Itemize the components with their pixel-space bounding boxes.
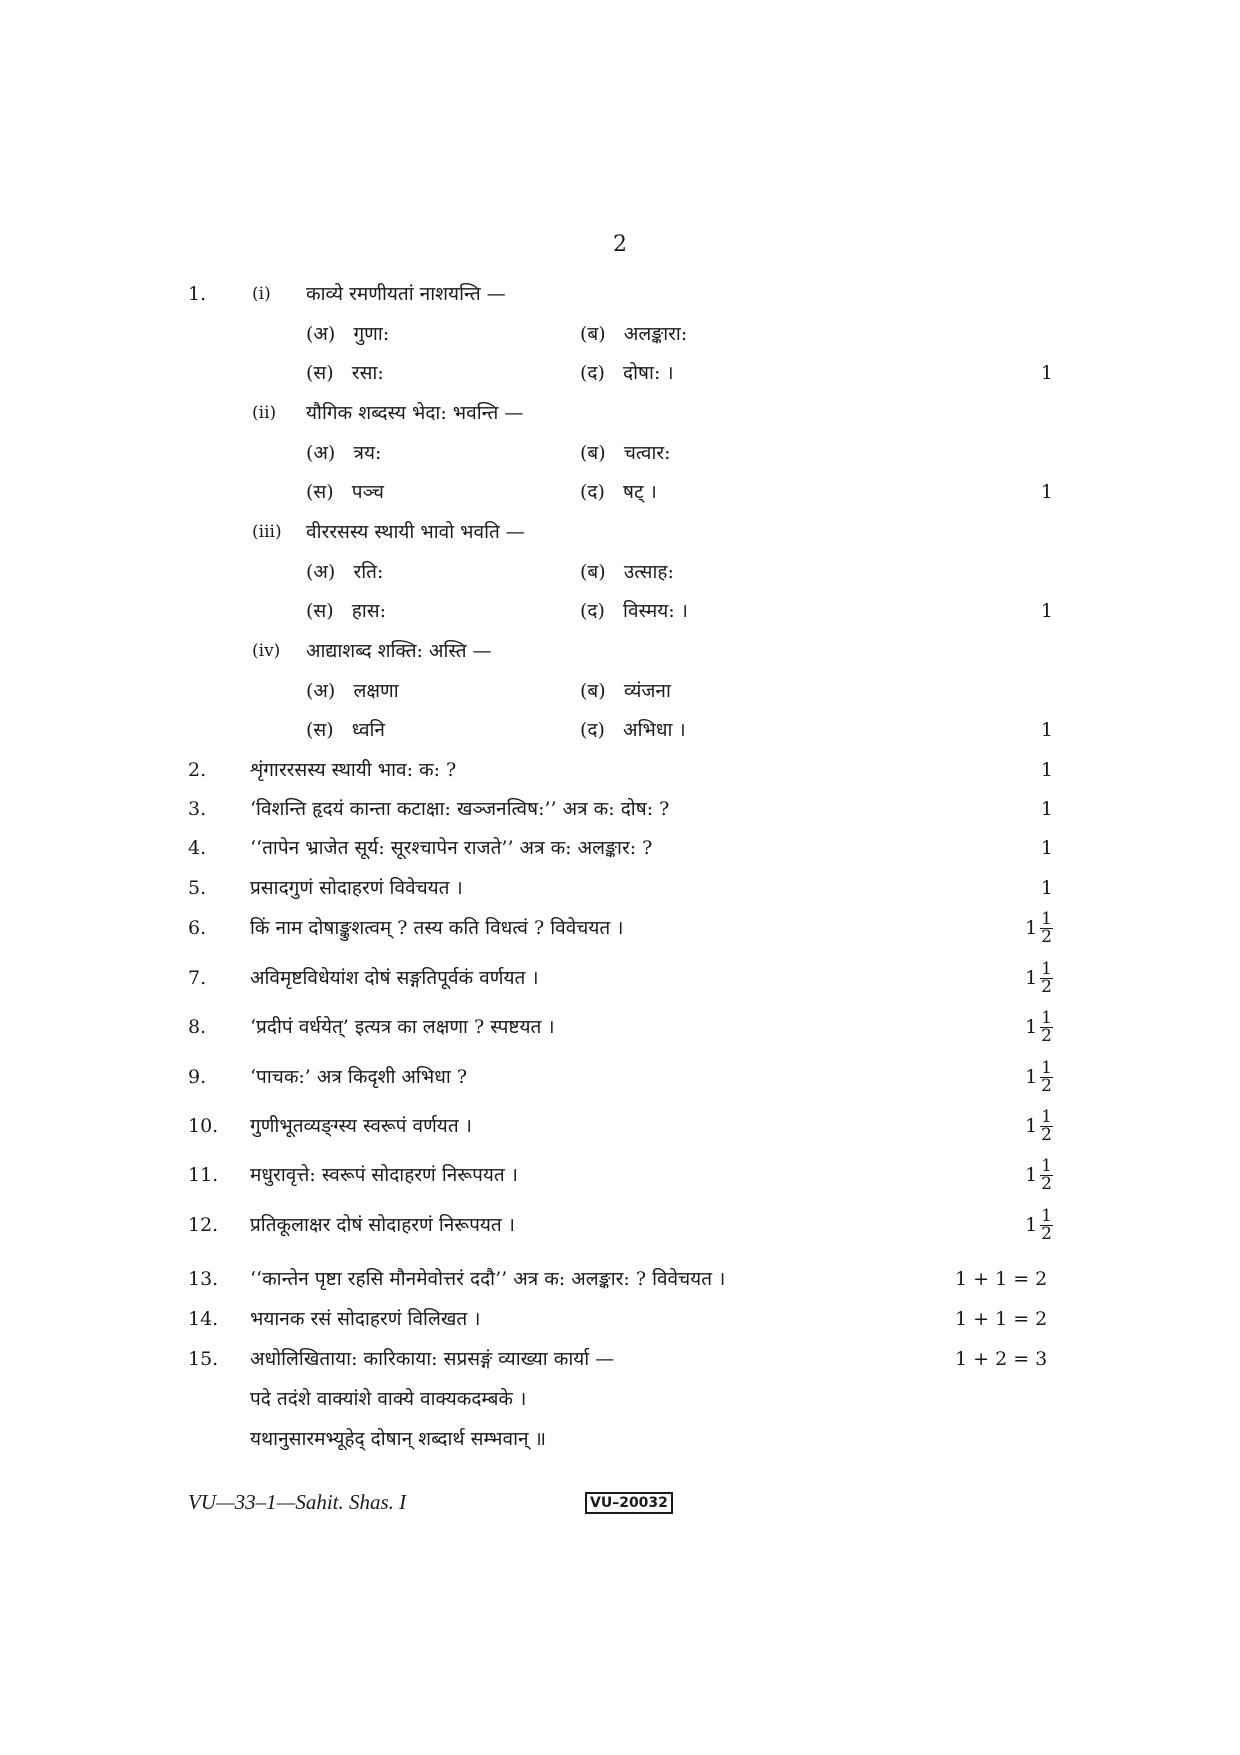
question-text: प्रतिकूलाक्षर दोषं सोदाहरणं निरूपयत ।: [250, 1214, 515, 1236]
question-row: [0, 1057, 1240, 1096]
marks: 1 $\frac{1}{2}$: [1025, 1106, 1052, 1145]
marks: 1: [1040, 600, 1053, 622]
option-b: (ब) व्यंजना: [580, 680, 671, 702]
question-text: अधोलिखिताया: कारिकाया: सप्रसङ्गं व्याख्या कार्या —: [250, 1348, 615, 1370]
question-text: प्रसादगुणं सोदाहरणं विवेचयत ।: [250, 877, 463, 899]
option-b: (ब) चत्वार:: [580, 442, 671, 464]
q1-part-i: [0, 277, 1240, 311]
q1-part-ii: [0, 396, 1240, 430]
sub-question-text: काव्ये रमणीयतां नाशयन्ति —: [306, 283, 506, 305]
option-b: (ब) अलङ्कारा:: [580, 323, 688, 345]
options-row: [0, 674, 1240, 708]
question-row: [0, 958, 1240, 997]
question-text: गुणीभूतव्यङ्ग्स्य स्वरूपं वर्णयत ।: [250, 1115, 472, 1137]
option-a: (अ) गुणा:: [306, 323, 390, 345]
marks: 1: [1040, 759, 1053, 781]
question-number: 10.: [188, 1115, 219, 1137]
option-d: (द) अभिधा ।: [580, 719, 686, 741]
question-row: [0, 1007, 1240, 1046]
question-number: 13.: [188, 1268, 219, 1290]
option-d: (द) दोषा: ।: [580, 362, 674, 384]
question-text: ‘‘कान्तेन पृष्टा रहसि मौनमेवोत्तरं ददौ’’ अत्र क: अलङ्कार: ? विवेचयत ।: [250, 1268, 726, 1290]
options-row: [0, 436, 1240, 470]
sub-label: (iv): [252, 641, 281, 661]
option-c: (स) रसा:: [306, 362, 384, 384]
question-row: [0, 908, 1240, 947]
option-c: (स) पञ्च: [306, 481, 384, 503]
question-row: [0, 1205, 1240, 1244]
marks: 1: [1040, 877, 1053, 899]
question-text: ‘प्रदीपं वर्धयेत्’ इत्यत्र का लक्षणा ? स्पष्टयत ।: [250, 1016, 555, 1038]
option-c: (स) हास:: [306, 600, 387, 622]
question-number: 4.: [188, 837, 207, 859]
question-number: 11.: [188, 1164, 219, 1186]
marks: 1 $\frac{1}{2}$: [1025, 1205, 1052, 1244]
options-row: [0, 475, 1240, 509]
marks: 1: [1040, 719, 1053, 741]
option-c: (स) ध्वनि: [306, 719, 385, 741]
question-number: 3.: [188, 798, 207, 820]
paper-code: VU—33–1—Sahit. Shas. I: [188, 1490, 407, 1514]
sub-question-text: यौगिक शब्दस्य भेदा: भवन्ति —: [306, 402, 524, 424]
question-row: [0, 792, 1240, 826]
option-d: (द) विस्मय: ।: [580, 600, 688, 622]
verse-text: पदे तदंशे वाक्यांशे वाक्ये वाक्यकदम्बके ।: [250, 1388, 527, 1410]
marks: 1 $\frac{1}{2}$: [1025, 1057, 1052, 1096]
question-row: [0, 1106, 1240, 1145]
page-number: 2: [613, 232, 627, 257]
options-row: [0, 317, 1240, 351]
q1-part-iii: [0, 515, 1240, 549]
question-number: 12.: [188, 1214, 219, 1236]
marks: 1 + 2 = 3: [955, 1348, 1048, 1370]
marks: 1: [1040, 798, 1053, 820]
options-row: [0, 555, 1240, 589]
question-text: ‘पाचक:’ अत्र किदृशी अभिधा ?: [250, 1066, 468, 1088]
marks: 1: [1040, 362, 1053, 384]
question-row: [0, 1155, 1240, 1194]
question-number: 6.: [188, 917, 207, 939]
question-row: [0, 1342, 1240, 1376]
options-row: [0, 713, 1240, 747]
question-text: भयानक रसं सोदाहरणं विलिखत ।: [250, 1308, 481, 1330]
question-number: 15.: [188, 1348, 219, 1370]
marks: 1 $\frac{1}{2}$: [1025, 958, 1052, 997]
marks: 1 + 1 = 2: [955, 1268, 1048, 1290]
question-number: 14.: [188, 1308, 219, 1330]
option-b: (ब) उत्साह:: [580, 561, 674, 583]
sub-label: (iii): [252, 522, 282, 542]
sub-question-text: वीररसस्य स्थायी भावो भवति —: [306, 521, 525, 543]
verse-text: यथानुसारमभ्यूहेद् दोषान् शब्दार्थ सम्भवान् ॥: [250, 1428, 546, 1450]
question-number: 8.: [188, 1016, 207, 1038]
marks: 1: [1040, 837, 1053, 859]
marks: 1 $\frac{1}{2}$: [1025, 1007, 1052, 1046]
question-number: 7.: [188, 967, 207, 989]
question-text: शृंगाररसस्य स्थायी भाव: क: ?: [250, 759, 457, 781]
question-text: ‘विशन्ति हृदयं कान्ता कटाक्षा: खञ्जनत्विष:’’ अत्र क: दोष: ?: [250, 798, 670, 820]
question-row: [0, 831, 1240, 865]
options-row: [0, 594, 1240, 628]
marks: 1 + 1 = 2: [955, 1308, 1048, 1330]
question-number: 9.: [188, 1066, 207, 1088]
question-row: [0, 1302, 1240, 1336]
q1-part-iv: [0, 634, 1240, 668]
option-a: (अ) रति:: [306, 561, 384, 583]
sub-label: (ii): [252, 403, 277, 423]
sub-label: (i): [252, 284, 271, 304]
question-row: [0, 1262, 1240, 1296]
options-row: [0, 356, 1240, 390]
question-text: किं नाम दोषाङ्कुशत्वम् ? तस्य कति विधत्वं ? विवेचयत ।: [250, 917, 624, 939]
question-number: 1.: [188, 283, 207, 305]
marks: 1: [1040, 481, 1053, 503]
question-row: [0, 753, 1240, 787]
question-text: अविमृष्टविधेयांश दोषं सङ्गतिपूर्वकं वर्णयत ।: [250, 967, 539, 989]
marks: 1 $\frac{1}{2}$: [1025, 908, 1052, 947]
marks: 1 $\frac{1}{2}$: [1025, 1155, 1052, 1194]
question-row: [0, 871, 1240, 905]
verse-line: [0, 1382, 1240, 1416]
question-number: 2.: [188, 759, 207, 781]
sub-question-text: आद्याशब्द शक्ति: अस्ति —: [306, 640, 492, 662]
option-a: (अ) लक्षणा: [306, 680, 399, 702]
option-d: (द) षट् ।: [580, 481, 657, 503]
booklet-code-box: VU–20032: [585, 1492, 673, 1514]
question-text: ‘‘तापेन भ्राजेत सूर्य: सूरश्चापेन राजते’’ अत्र क: अलङ्कार: ?: [250, 837, 653, 859]
question-number: 5.: [188, 877, 207, 899]
verse-line: [0, 1422, 1240, 1456]
option-a: (अ) त्रय:: [306, 442, 382, 464]
question-text: मधुरावृत्ते: स्वरूपं सोदाहरणं निरूपयत ।: [250, 1164, 518, 1186]
